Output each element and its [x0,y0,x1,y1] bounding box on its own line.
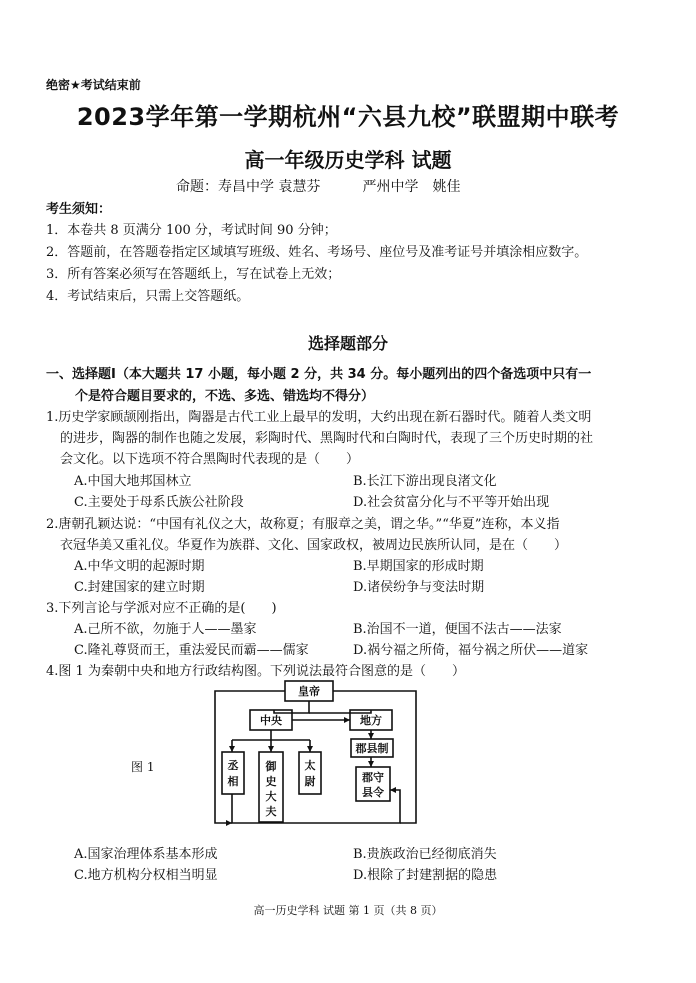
figure-label: 图 1 [131,760,155,774]
q2-line-1: 2.唐朝孔颖达说：“中国有礼仪之大，故称夏；有服章之美，谓之华。”“华夏”连称，本义指 [46,517,560,532]
censor-char-1: 御 [265,760,277,773]
q4-option-d[interactable]: D.根除了封建割据的隐患 [353,868,498,883]
confidential-mark: 绝密★考试结束前 [46,78,141,92]
system-label: 郡县制 [355,742,389,755]
q4-option-b[interactable]: B.贵族政治已经彻底消失 [353,847,497,862]
censor-char-2: 史 [265,775,277,788]
notice-item-2: 2．答题前，在答题卷指定区域填写班级、姓名、考场号、座位号及准考证号并填涂相应数字。 [46,245,588,260]
exam-title: 2023学年第一学期杭州“六县九校”联盟期中联考 [76,103,620,131]
q4-option-c[interactable]: C.地方机构分权相当明显 [74,868,218,883]
q4-option-a[interactable]: A.国家治理体系基本形成 [74,847,218,862]
author-2: 严州中学 姚佳 [362,179,461,195]
q1-option-a[interactable]: A.中国大地邦国林立 [74,474,192,489]
chancellor-char-1: 丞 [227,759,239,772]
censor-char-3: 大 [265,790,277,803]
notice-item-4: 4．考试结束后，只需上交答题纸。 [46,289,250,304]
q1-line-3: 会文化。以下选项不符合黑陶时代表现的是（ ） [60,452,360,467]
commandant-char-2: 尉 [304,775,316,788]
q1-option-b[interactable]: B.长江下游出现良渚文化 [353,474,497,489]
exam-subtitle: 高一年级历史学科 试题 [244,148,452,172]
author-1: 命题：寿昌中学 袁慧芬 [176,179,321,195]
q1-option-c[interactable]: C.主要处于母系氏族公社阶段 [74,495,244,510]
q1-option-d[interactable]: D.社会贫富分化与不平等开始出现 [353,495,550,510]
q3-line-1: 3.下列言论与学派对应不正确的是( ) [46,601,277,616]
q3-option-a[interactable]: A.己所不欲，勿施于人——墨家 [74,622,257,637]
chancellor-char-2: 相 [227,775,239,788]
q3-option-b[interactable]: B.治国不一道，便国不法古——法家 [353,622,562,637]
q2-line-2: 衣冠华美又重礼仪。华夏作为族群、文化、国家政权，被周边民族所认同，是在（ ） [60,538,568,553]
governor-line-2: 县令 [362,786,384,799]
governor-line-1: 郡守 [362,771,384,784]
notice-heading: 考生须知： [46,202,112,217]
notice-item-1: 1．本卷共 8 页满分 100 分，考试时间 90 分钟； [46,223,337,238]
local-label: 地方 [360,714,382,727]
censor-char-4: 夫 [265,805,277,818]
section-title: 选择题部分 [307,334,388,353]
emperor-label: 皇帝 [298,685,320,698]
q1-line-2: 的进步，陶器的制作也随之发展，彩陶时代、黑陶时代和白陶时代，表现了三个历史时期的社 [60,431,594,446]
notice-item-3: 3．所有答案必须写在答题纸上，写在试卷上无效； [46,267,341,282]
page-footer: 高一历史学科 试题 第 1 页（共 8 页） [253,904,443,917]
section-heading-line-1: 一、选择题Ⅰ（本大题共 17 小题，每小题 2 分，共 34 分。每小题列出的四个备选项中只有一 [46,367,592,382]
q1-line-1: 1.历史学家顾颉刚指出，陶器是古代工业上最早的发明，大约出现在新石器时代。随着人类文明 [46,410,592,425]
commandant-char-1: 太 [304,759,316,772]
central-label: 中央 [260,714,282,727]
q4-line-1: 4.图 1 为秦朝中央和地方行政结构图。下列说法最符合图意的是（ ） [46,664,465,679]
q3-option-d[interactable]: D.祸兮福之所倚，福兮祸之所伏——道家 [353,643,589,658]
section-heading-line-2: 个是符合题目要求的，不选、多选、错选均不得分） [75,389,375,404]
q3-option-c[interactable]: C.隆礼尊贤而王，重法爱民而霸——儒家 [74,643,309,658]
q2-option-a[interactable]: A.中华文明的起源时期 [74,559,205,574]
q2-option-b[interactable]: B.早期国家的形成时期 [353,559,484,574]
q2-option-c[interactable]: C.封建国家的建立时期 [74,580,205,595]
q2-option-d[interactable]: D.诸侯纷争与变法时期 [353,580,485,595]
